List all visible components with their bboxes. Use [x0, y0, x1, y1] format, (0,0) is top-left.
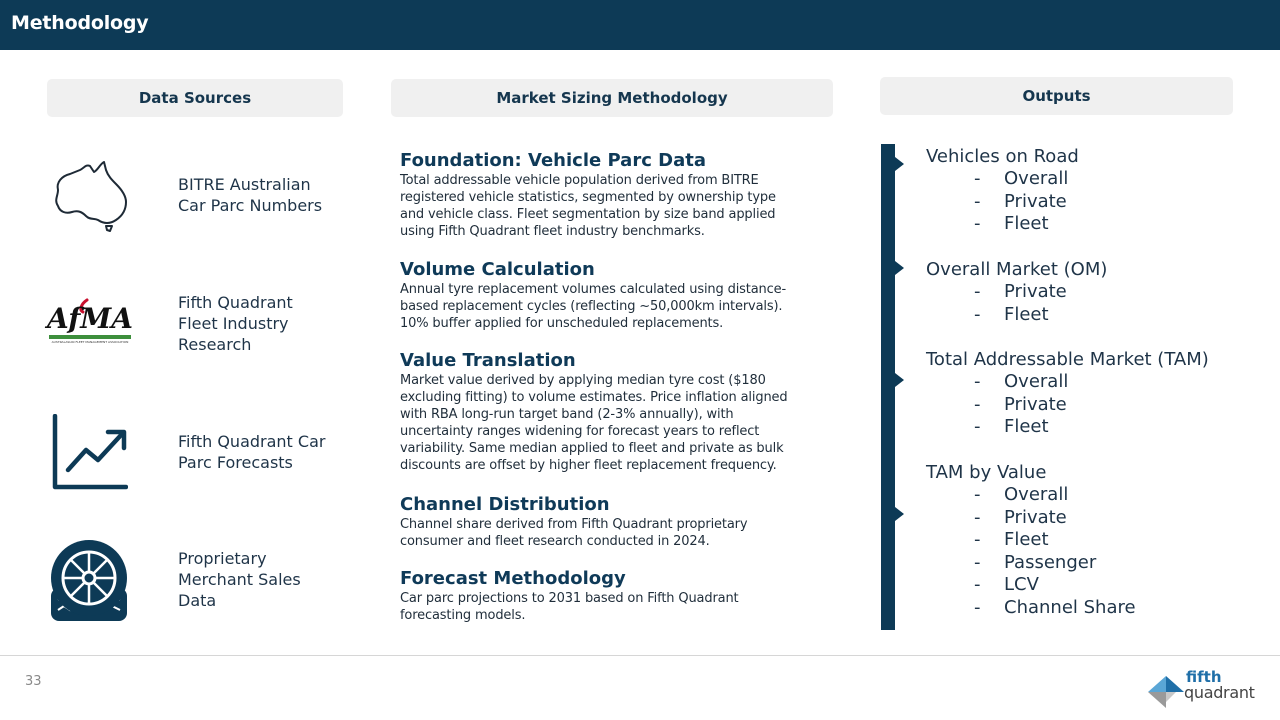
output-item: [926, 191, 1079, 214]
output-item: [926, 416, 1209, 439]
method-title: Channel Distribution: [400, 494, 610, 515]
method-volume: [400, 259, 820, 332]
method-line: Market value derived by applying median tyre cost ($180: [400, 373, 766, 388]
method-line: Car parc projections to 2031 based on Fifth Quadrant: [400, 591, 739, 606]
output-group-title: Vehicles on Road: [926, 146, 1079, 167]
method-title: Forecast Methodology: [400, 568, 626, 589]
output-item-label: Fleet: [1004, 529, 1049, 550]
source-label-line: Fifth Quadrant: [178, 293, 293, 312]
data-sources-header: [47, 79, 343, 117]
dash: -: [974, 168, 981, 189]
method-line: forecasting models.: [400, 608, 526, 623]
afma-green-stripe: [49, 335, 131, 339]
output-item-label: Channel Share: [1004, 596, 1136, 618]
dash: -: [974, 281, 981, 302]
afma-logo-subtext: AUSTRALASIAN FLEET MANAGEMENT ASSOCIATION: [51, 340, 129, 344]
output-item-label: Private: [1004, 190, 1067, 212]
source-label-line: Car Parc Numbers: [178, 196, 323, 215]
method-line: registered vehicle statistics, segmented by ownership type: [400, 190, 776, 205]
output-item-label: LCV: [1004, 574, 1039, 595]
dash: -: [974, 529, 981, 550]
dash: -: [974, 416, 981, 437]
methodology-header: [391, 79, 833, 117]
source-label-line: Parc Forecasts: [178, 453, 293, 472]
method-line: and vehicle class. Fleet segmentation by size band applied: [400, 207, 776, 222]
output-item: [926, 213, 1079, 236]
output-item: [926, 371, 1209, 394]
page-title: Methodology: [11, 12, 149, 34]
output-item: [926, 281, 1107, 304]
methodology-header-label: Market Sizing Methodology: [496, 89, 728, 107]
output-tam-by-value: [926, 462, 1136, 619]
output-item: [926, 552, 1136, 575]
output-item-label: Fleet: [1004, 213, 1049, 234]
source-label-line: Research: [178, 335, 252, 354]
data-sources-header-label: Data Sources: [138, 89, 252, 107]
trend-chart-icon: [52, 414, 128, 494]
method-value: [400, 350, 820, 474]
source-label-line: Merchant Sales: [178, 570, 301, 589]
output-item: [926, 597, 1136, 620]
source-merchant-sales-label: [178, 548, 301, 611]
outputs-bracket-bar: [881, 144, 895, 630]
dash: -: [974, 303, 981, 325]
output-item: [926, 168, 1079, 191]
outputs-header: [880, 77, 1233, 115]
method-line: Annual tyre replacement volumes calculated using distance-: [400, 282, 787, 297]
output-overall-market: [926, 259, 1107, 326]
dash: -: [974, 506, 981, 528]
source-label-line: Fifth Quadrant Car: [178, 432, 326, 451]
method-line: with RBA long-run target band (2-3% annually), with: [400, 407, 734, 422]
method-title: Volume Calculation: [400, 259, 595, 280]
outputs-notch: [895, 157, 904, 171]
method-forecast: [400, 568, 820, 624]
output-item: [926, 507, 1136, 530]
output-item-label: Overall: [1004, 371, 1069, 392]
output-item-label: Passenger: [1004, 551, 1097, 573]
afma-logo-text: AfMA: [47, 302, 133, 335]
output-item-label: Private: [1004, 393, 1067, 415]
output-item-label: Private: [1004, 506, 1067, 528]
source-label-line: Fleet Industry: [178, 314, 289, 333]
output-item-label: Overall: [1004, 168, 1069, 189]
method-line: consumer and fleet research conducted in 2024.: [400, 534, 710, 549]
dash: -: [974, 551, 981, 573]
dash: -: [974, 371, 981, 392]
method-foundation: [400, 150, 820, 240]
method-line: based replacement cycles (reflecting ~50,000km intervals).: [400, 299, 783, 314]
method-title: Foundation: Vehicle Parc Data: [400, 150, 706, 171]
dash: -: [974, 596, 981, 618]
outputs-header-label: Outputs: [1022, 87, 1091, 105]
method-line: using Fifth Quadrant fleet industry benchmarks.: [400, 224, 705, 239]
output-item: [926, 484, 1136, 507]
header-bar: [0, 0, 1280, 50]
dash: -: [974, 213, 981, 234]
output-item: [926, 574, 1136, 597]
output-item: [926, 304, 1107, 327]
output-vehicles-on-road: [926, 146, 1079, 236]
output-item: [926, 529, 1136, 552]
footer-divider: [0, 655, 1280, 656]
dash: -: [974, 484, 981, 505]
output-group-title: TAM by Value: [926, 462, 1047, 483]
logo-word-fifth: fifth: [1186, 668, 1222, 686]
method-title: Value Translation: [400, 350, 576, 371]
method-line: variability. Same median applied to fleet and private as bulk: [400, 441, 784, 456]
source-label-line: Proprietary: [178, 549, 267, 568]
dash: -: [974, 574, 981, 595]
method-channel: [400, 494, 820, 550]
source-car-parc-forecasts-label: [178, 431, 325, 473]
output-tam: [926, 349, 1209, 439]
source-label-line: Data: [178, 591, 217, 610]
method-line: discounts are offset by higher fleet replacement frequency.: [400, 458, 777, 473]
afma-logo: [47, 298, 133, 348]
logo-word-quadrant: quadrant: [1184, 683, 1255, 702]
dash: -: [974, 393, 981, 415]
output-group-title: Overall Market (OM): [926, 259, 1108, 280]
source-label-line: BITRE Australian: [178, 175, 311, 194]
source-bitre-label: [178, 174, 322, 216]
output-item-label: Overall: [1004, 484, 1069, 505]
page-number: 33: [25, 674, 42, 689]
output-item-label: Fleet: [1004, 303, 1049, 325]
output-item: [926, 394, 1209, 417]
output-item-label: Private: [1004, 281, 1067, 302]
method-line: excluding fitting) to volume estimates. Price inflation aligned: [400, 390, 788, 405]
method-line: uncertainty ranges widening for forecast years to reflect: [400, 424, 760, 439]
tyre-icon: [50, 540, 128, 626]
australia-map-icon: [50, 160, 130, 238]
output-item-label: Fleet: [1004, 416, 1049, 437]
method-line: Channel share derived from Fifth Quadrant proprietary: [400, 517, 748, 532]
outputs-notch: [895, 373, 904, 387]
dash: -: [974, 190, 981, 212]
method-line: Total addressable vehicle population derived from BITRE: [400, 173, 759, 188]
output-group-title: Total Addressable Market (TAM): [926, 349, 1209, 370]
outputs-notch: [895, 507, 904, 521]
outputs-notch: [895, 261, 904, 275]
fifth-quadrant-mark-icon: [1146, 672, 1186, 712]
source-fleet-research-label: [178, 292, 293, 355]
method-line: 10% buffer applied for unscheduled replacements.: [400, 316, 724, 331]
